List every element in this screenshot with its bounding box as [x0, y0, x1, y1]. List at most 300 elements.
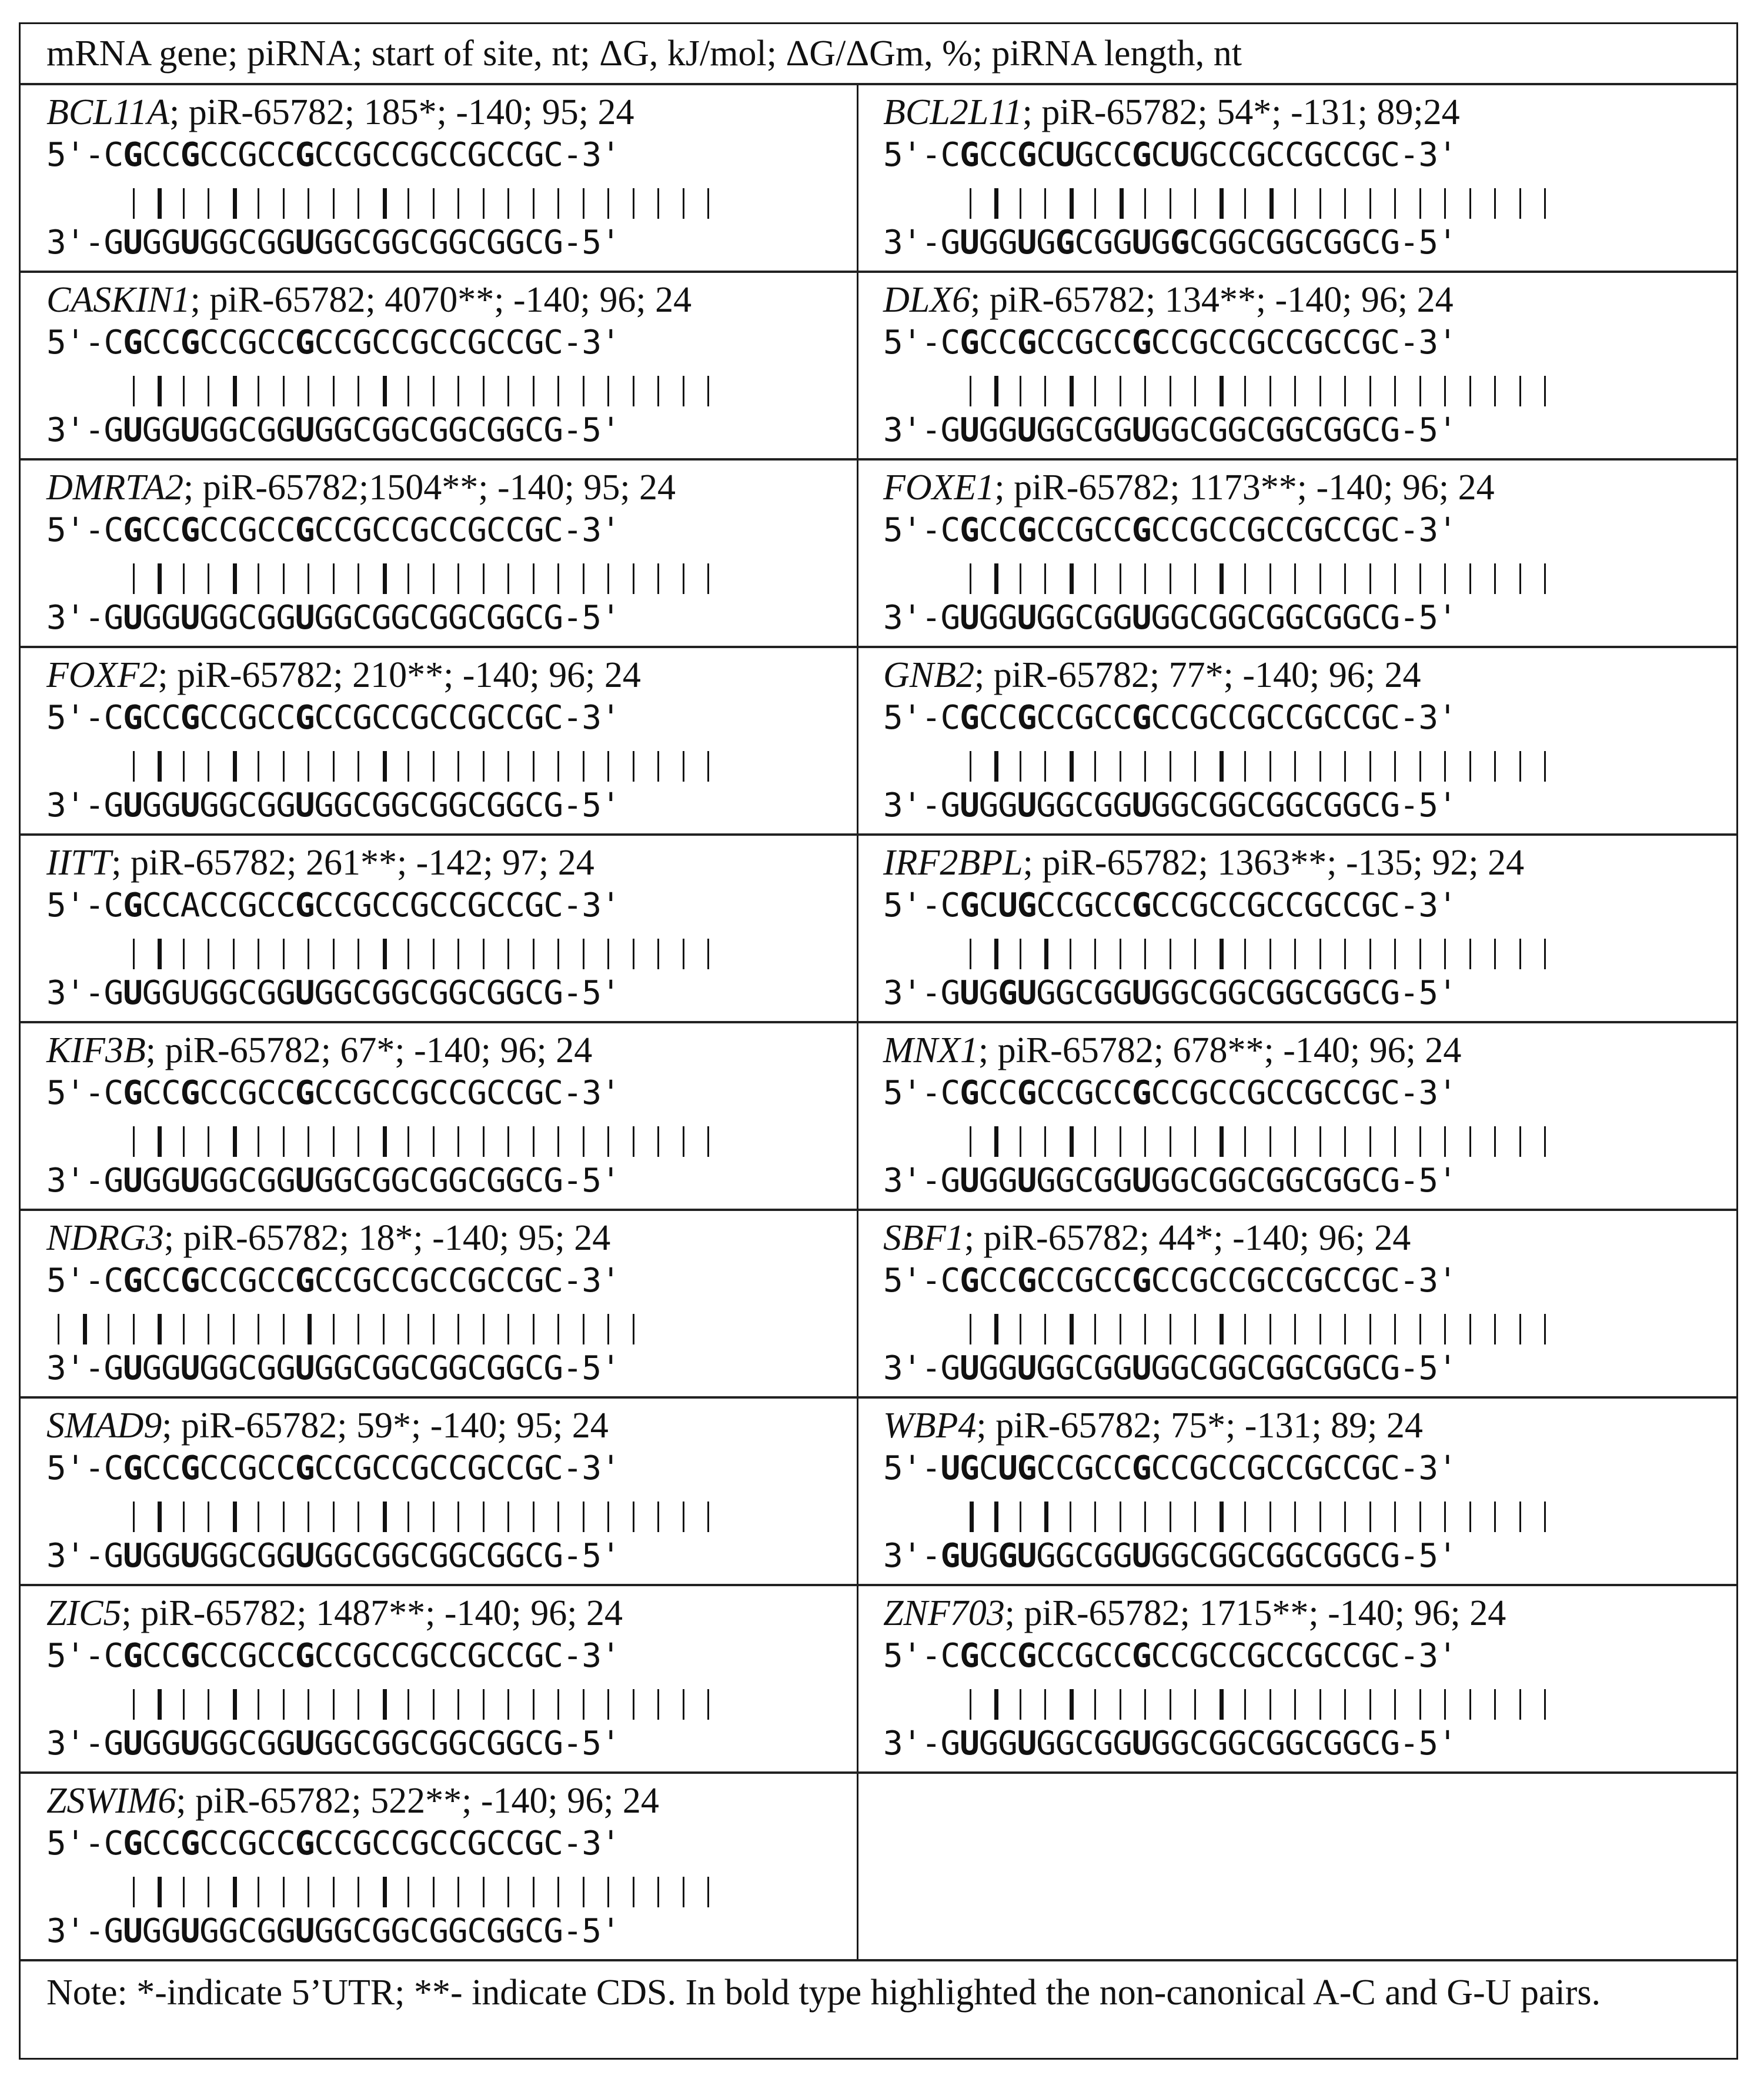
site-title [46, 654, 641, 696]
pair-bar [1044, 1126, 1046, 1157]
pair-bar [607, 563, 609, 594]
pair-bar [970, 1689, 971, 1720]
site-info: ; piR-65782; 44*; -140; 96; 24 [964, 1218, 1411, 1258]
pair-bar [233, 563, 237, 594]
noncanonical-nucleotide: G [123, 511, 142, 549]
pair-bar [183, 1314, 185, 1344]
noncanonical-nucleotide: G [180, 1824, 200, 1863]
pair-bar [1369, 751, 1371, 782]
pair-bar [1244, 188, 1246, 219]
pair-bar [1419, 1689, 1421, 1720]
pair-bar [1344, 1689, 1346, 1720]
pair-bar [233, 751, 237, 782]
binding-site-cell [21, 273, 858, 458]
noncanonical-nucleotide: U [998, 1449, 1017, 1487]
pair-bar [583, 751, 584, 782]
pair-bar [283, 751, 285, 782]
pair-bar [707, 751, 709, 782]
binding-site-cell [858, 648, 1736, 833]
pair-bar [1070, 1502, 1071, 1532]
noncanonical-nucleotide: G [295, 323, 315, 362]
pair-bar [133, 1502, 135, 1532]
pair-bar [457, 563, 459, 594]
gene-name: ZIC5 [46, 1593, 122, 1633]
pair-bar [507, 1314, 509, 1344]
noncanonical-nucleotide: G [940, 1537, 960, 1575]
noncanonical-nucleotide: U [1131, 1537, 1151, 1575]
pair-bar [1094, 751, 1096, 782]
pair-bar [183, 1689, 185, 1720]
gene-name: IRF2BPL [883, 843, 1023, 883]
pair-bar [158, 1689, 162, 1720]
pair-bar [1194, 1689, 1196, 1720]
gene-name: CASKIN1 [46, 280, 191, 320]
pair-bar [607, 188, 609, 219]
pair-bar [583, 1314, 584, 1344]
noncanonical-nucleotide: U [960, 786, 979, 825]
site-info: ; piR-65782; 4070**; -140; 96; 24 [190, 280, 692, 320]
pair-bar [1444, 563, 1446, 594]
pair-bar [333, 1126, 335, 1157]
gene-name: DLX6 [883, 280, 971, 320]
pair-bar [208, 188, 209, 219]
pair-bar [994, 1126, 998, 1157]
pirna-sequence: 3'-GUGGUGGCGGUGGCGGCGGCGGCG-5' [46, 411, 620, 449]
mrna-sequence: 5'-CGCCGCCGCCGCCGCCGCCGCCGC-3' [883, 323, 1457, 362]
pirna-sequence: 3'-GUGGUGGCGGUGGCGGCGGCGGCG-5' [46, 1349, 620, 1387]
pair-bar [683, 376, 684, 406]
mrna-sequence: 5'-CGCCGCCGCCGCCGCCGCCGCCGC-3' [46, 1824, 620, 1863]
noncanonical-nucleotide: G [1131, 511, 1151, 549]
pair-bar [1294, 563, 1296, 594]
pair-bar [433, 1502, 435, 1532]
pair-bar [1020, 376, 1021, 406]
pair-bar [1294, 188, 1296, 219]
table-row [21, 1399, 1736, 1586]
pair-bar [970, 376, 971, 406]
pair-bar [1269, 1502, 1271, 1532]
noncanonical-nucleotide: G [123, 1449, 142, 1487]
table-row [21, 85, 1736, 273]
pair-bar [1344, 1314, 1346, 1344]
pair-bar [283, 1502, 285, 1532]
pair-bar [1020, 1689, 1021, 1720]
pair-bar [407, 939, 409, 969]
pair-bar [1294, 1314, 1296, 1344]
noncanonical-nucleotide: U [1017, 223, 1037, 262]
site-info: ; piR-65782; 1715**; -140; 96; 24 [1004, 1593, 1506, 1633]
pair-bar [583, 1689, 584, 1720]
pair-bar [283, 1877, 285, 1907]
pair-bar [994, 751, 998, 782]
site-info: ; piR-65782; 75*; -131; 89; 24 [976, 1406, 1423, 1446]
pair-bar [433, 563, 435, 594]
mrna-sequence: 5'-CGCCGCCGCCGCCGCCGCCGCCGC-3' [46, 136, 620, 174]
pirna-sequence: 3'-GUGGUGGCGGUGGCGGCGGCGGCG-5' [883, 223, 1457, 262]
pair-bar [358, 1126, 359, 1157]
noncanonical-nucleotide: U [180, 1349, 200, 1387]
binding-site-cell [21, 1774, 858, 1959]
pair-bar [1344, 563, 1346, 594]
pair-bar [1344, 1126, 1346, 1157]
site-title [46, 466, 676, 509]
pair-bar [607, 1689, 609, 1720]
pair-bar [233, 1126, 237, 1157]
pair-bar [358, 1877, 359, 1907]
pair-bar [1344, 1502, 1346, 1532]
binding-site-cell [858, 836, 1736, 1021]
site-info: ; piR-65782; 1173**; -140; 96; 24 [994, 468, 1495, 508]
noncanonical-nucleotide: U [123, 411, 142, 449]
pair-bar [557, 1502, 559, 1532]
pair-bar [1494, 1314, 1496, 1344]
pair-bar [258, 1126, 259, 1157]
noncanonical-nucleotide: G [295, 1637, 315, 1675]
noncanonical-nucleotide: G [960, 1262, 979, 1300]
pair-bar [1394, 1126, 1396, 1157]
pair-bar [507, 188, 509, 219]
pair-bar [433, 1314, 435, 1344]
pair-bar [633, 939, 634, 969]
gene-name: ZSWIM6 [46, 1781, 176, 1821]
pair-bar [133, 376, 135, 406]
pair-bar [583, 939, 584, 969]
noncanonical-nucleotide: U [960, 223, 979, 262]
pair-bar [183, 1126, 185, 1157]
table-row [21, 1023, 1736, 1211]
pair-bar [1020, 1126, 1021, 1157]
noncanonical-nucleotide: G [295, 1262, 315, 1300]
pair-bar [183, 188, 185, 219]
pair-bar [1170, 1126, 1171, 1157]
pair-bar [633, 1314, 634, 1344]
noncanonical-nucleotide: U [180, 223, 200, 262]
pair-bar [483, 751, 485, 782]
pair-bar [1144, 939, 1146, 969]
pair-bar [1519, 1689, 1521, 1720]
pair-bar [433, 188, 435, 219]
pair-bar [1469, 563, 1471, 594]
pair-bar [994, 1314, 998, 1344]
pair-bar [1369, 1126, 1371, 1157]
noncanonical-nucleotide: U [295, 411, 315, 449]
noncanonical-nucleotide: G [295, 699, 315, 737]
pair-bar [1519, 1502, 1521, 1532]
pair-bar [1220, 1689, 1224, 1720]
pair-bar [1020, 188, 1021, 219]
noncanonical-nucleotide: U [123, 1912, 142, 1950]
pair-bar [133, 1126, 135, 1157]
pair-bar [1170, 1502, 1171, 1532]
pirna-sequence: 3'-GUGGUGGCGGUGGCGGCGGCGGCG-5' [883, 1349, 1457, 1387]
pair-bar [994, 563, 998, 594]
pair-bar [683, 1502, 684, 1532]
noncanonical-nucleotide: U [960, 1724, 979, 1763]
pair-bar [1444, 1126, 1446, 1157]
pair-bar [283, 376, 285, 406]
noncanonical-nucleotide: U [1017, 974, 1037, 1012]
pair-bar [308, 939, 309, 969]
pair-bar [994, 376, 998, 406]
pair-bar [707, 188, 709, 219]
pair-bar [333, 751, 335, 782]
pair-bar [1170, 751, 1171, 782]
noncanonical-nucleotide: G [960, 511, 979, 549]
noncanonical-nucleotide: G [1017, 136, 1037, 174]
pair-bar [457, 1126, 459, 1157]
pair-bar [333, 188, 335, 219]
pair-bar [358, 939, 359, 969]
pair-bar [1220, 1314, 1224, 1344]
pair-bar [358, 188, 359, 219]
noncanonical-nucleotide: G [123, 1074, 142, 1112]
site-info: ; piR-65782; 1363**; -135; 92; 24 [1023, 843, 1525, 883]
noncanonical-nucleotide: U [180, 786, 200, 825]
pair-bar [1544, 1689, 1546, 1720]
pair-bar [1319, 939, 1321, 969]
pair-bar [1319, 188, 1321, 219]
pair-bar [583, 563, 584, 594]
pair-bar [607, 376, 609, 406]
pair-bar [1120, 751, 1121, 782]
table-header: mRNA gene; piRNA; start of site, nt; ΔG, kJ/mol; ΔG/ΔGm, %; piRNA length, nt [21, 24, 1736, 85]
noncanonical-nucleotide: G [180, 323, 200, 362]
pair-bar [683, 751, 684, 782]
pirna-sequence: 3'-GUGGUGGCGGUGGCGGCGGCGGCG-5' [883, 1162, 1457, 1200]
mrna-sequence: 5'-CGCCGCCGCCGCCGCCGCCGCCGC-3' [46, 1074, 620, 1112]
pair-bar [1494, 1689, 1496, 1720]
pair-bar [1519, 1314, 1521, 1344]
pair-bar [994, 1689, 998, 1720]
pair-bar [358, 751, 359, 782]
pair-bar [657, 188, 659, 219]
binding-site-cell [858, 1399, 1736, 1584]
pair-bar [358, 1689, 359, 1720]
pair-bar [158, 751, 162, 782]
pair-bar [1344, 751, 1346, 782]
noncanonical-nucleotide: U [1131, 786, 1151, 825]
noncanonical-nucleotide: U [960, 1349, 979, 1387]
pair-bar [1519, 563, 1521, 594]
pair-bar [683, 939, 684, 969]
noncanonical-nucleotide: U [1131, 1349, 1151, 1387]
noncanonical-nucleotide: U [123, 223, 142, 262]
pirna-sequence: 3'-GUGGUGGCGGUGGCGGCGGCGGCG-5' [46, 223, 620, 262]
pair-bar [1244, 1126, 1246, 1157]
pair-bar [1494, 751, 1496, 782]
pair-bar [183, 751, 185, 782]
pair-bar [1144, 1314, 1146, 1344]
pair-bar [1319, 1502, 1321, 1532]
pair-bar [657, 1877, 659, 1907]
pair-bar [1244, 563, 1246, 594]
pair-bar [208, 563, 209, 594]
site-title [883, 91, 1460, 134]
noncanonical-nucleotide: U [1017, 1724, 1037, 1763]
noncanonical-nucleotide: U [960, 599, 979, 637]
gene-name: BCL11A [46, 92, 169, 132]
pair-bar [994, 188, 998, 219]
pair-bar [557, 188, 559, 219]
pair-bar [507, 376, 509, 406]
pair-bar [433, 1877, 435, 1907]
pair-bar [583, 1502, 584, 1532]
pair-bar [1544, 939, 1546, 969]
binding-site-cell [21, 461, 858, 646]
noncanonical-nucleotide: G [123, 323, 142, 362]
site-info: ; piR-65782; 522**; -140; 96; 24 [176, 1781, 659, 1821]
pair-bar [657, 751, 659, 782]
pair-bar [407, 1502, 409, 1532]
binding-site-cell [21, 1023, 858, 1209]
pair-bar [1070, 376, 1074, 406]
pair-bar [683, 1689, 684, 1720]
noncanonical-nucleotide: U [960, 1537, 979, 1575]
pair-bar [233, 376, 237, 406]
noncanonical-nucleotide: U [1131, 411, 1151, 449]
pair-bar [407, 563, 409, 594]
pair-bar [133, 188, 135, 219]
pair-bar [1220, 563, 1224, 594]
pair-bar [557, 939, 559, 969]
pair-bar [58, 1314, 59, 1344]
pair-bar [258, 751, 259, 782]
noncanonical-nucleotide: G [1017, 699, 1037, 737]
pair-bar [1419, 188, 1421, 219]
pair-bar [1170, 939, 1171, 969]
pair-bar [283, 188, 285, 219]
binding-site-cell [21, 1586, 858, 1771]
pair-bar [1344, 939, 1346, 969]
noncanonical-nucleotide: G [123, 1262, 142, 1300]
noncanonical-nucleotide: G [1131, 1637, 1151, 1675]
pair-bar [1469, 1502, 1471, 1532]
pair-bar [1544, 1502, 1546, 1532]
pair-bar [383, 1689, 387, 1720]
pair-bar [333, 1502, 335, 1532]
pair-bar [308, 1877, 309, 1907]
site-title [46, 1404, 609, 1447]
site-title [46, 1592, 623, 1634]
gene-name: FOXE1 [883, 468, 995, 508]
noncanonical-nucleotide: U [1017, 599, 1037, 637]
pair-bar [707, 1502, 709, 1532]
table-row [21, 1774, 1736, 1961]
pirna-sequence: 3'-GUGGUGGCGGUGGCGGCGGCGGCG-5' [883, 786, 1457, 825]
table-row [21, 1586, 1736, 1774]
pair-bar [1469, 939, 1471, 969]
pair-bar [333, 376, 335, 406]
pair-bar [383, 563, 387, 594]
pair-bar [1469, 1314, 1471, 1344]
pair-bar [1094, 1126, 1096, 1157]
pair-bar [1419, 1314, 1421, 1344]
noncanonical-nucleotide: U [123, 599, 142, 637]
pair-bar [308, 563, 309, 594]
pair-bar [1044, 1314, 1046, 1344]
pair-bar [133, 563, 135, 594]
noncanonical-nucleotide: G [123, 1637, 142, 1675]
pair-bar [1544, 376, 1546, 406]
pair-bar [633, 376, 634, 406]
pair-bar [383, 188, 387, 219]
pair-bar [533, 751, 534, 782]
noncanonical-nucleotide: G [960, 1449, 979, 1487]
noncanonical-nucleotide: G [960, 136, 979, 174]
pair-bar [208, 1689, 209, 1720]
pair-bar [1544, 188, 1546, 219]
pair-bar [1444, 376, 1446, 406]
pair-bar [1044, 939, 1048, 969]
pair-bar [1319, 1126, 1321, 1157]
noncanonical-nucleotide: G [998, 1537, 1017, 1575]
noncanonical-nucleotide: U [180, 1162, 200, 1200]
pair-bar [683, 188, 684, 219]
pair-bar [158, 1314, 162, 1344]
noncanonical-nucleotide: G [180, 511, 200, 549]
noncanonical-nucleotide: U [1055, 136, 1075, 174]
pair-bar [1419, 376, 1421, 406]
pair-bar [1020, 1502, 1021, 1532]
noncanonical-nucleotide: U [1017, 786, 1037, 825]
pair-bar [1244, 1502, 1246, 1532]
pair-bar [557, 1126, 559, 1157]
pair-bar [707, 939, 709, 969]
noncanonical-nucleotide: U [1131, 599, 1151, 637]
pair-bar [308, 1126, 309, 1157]
pair-bar [208, 939, 209, 969]
pair-bar [1369, 376, 1371, 406]
pair-bar [258, 1689, 259, 1720]
pair-bar [1494, 939, 1496, 969]
site-title [883, 842, 1524, 884]
gene-name: DMRTA2 [46, 468, 184, 508]
pair-bar [208, 751, 209, 782]
pair-bar [457, 1877, 459, 1907]
pair-bar [557, 1689, 559, 1720]
pair-bar [507, 1877, 509, 1907]
site-title [46, 842, 594, 884]
pair-bar [158, 939, 162, 969]
binding-site-cell [21, 648, 858, 833]
pair-bar [533, 376, 534, 406]
pair-bar [407, 751, 409, 782]
pair-bar [1220, 751, 1224, 782]
pair-bar [607, 1314, 609, 1344]
pair-bar [507, 1126, 509, 1157]
site-title [883, 279, 1454, 321]
noncanonical-nucleotide: G [1131, 323, 1151, 362]
pair-bar [1344, 376, 1346, 406]
pair-bar [1220, 1126, 1224, 1157]
pair-bar [970, 1126, 971, 1157]
pair-bar [970, 188, 971, 219]
noncanonical-nucleotide: U [1131, 974, 1151, 1012]
site-title [46, 1217, 610, 1259]
pair-bar [1194, 1126, 1196, 1157]
pair-bar [258, 1502, 259, 1532]
pair-bar [383, 751, 387, 782]
pair-bar [707, 376, 709, 406]
noncanonical-nucleotide: G [1131, 886, 1151, 925]
pair-bar [1269, 188, 1274, 219]
pair-bar [358, 563, 359, 594]
pair-bar [1444, 1502, 1446, 1532]
pair-bar [1194, 939, 1196, 969]
pair-bar [1094, 563, 1096, 594]
noncanonical-nucleotide: G [295, 136, 315, 174]
pair-bar [683, 1877, 684, 1907]
